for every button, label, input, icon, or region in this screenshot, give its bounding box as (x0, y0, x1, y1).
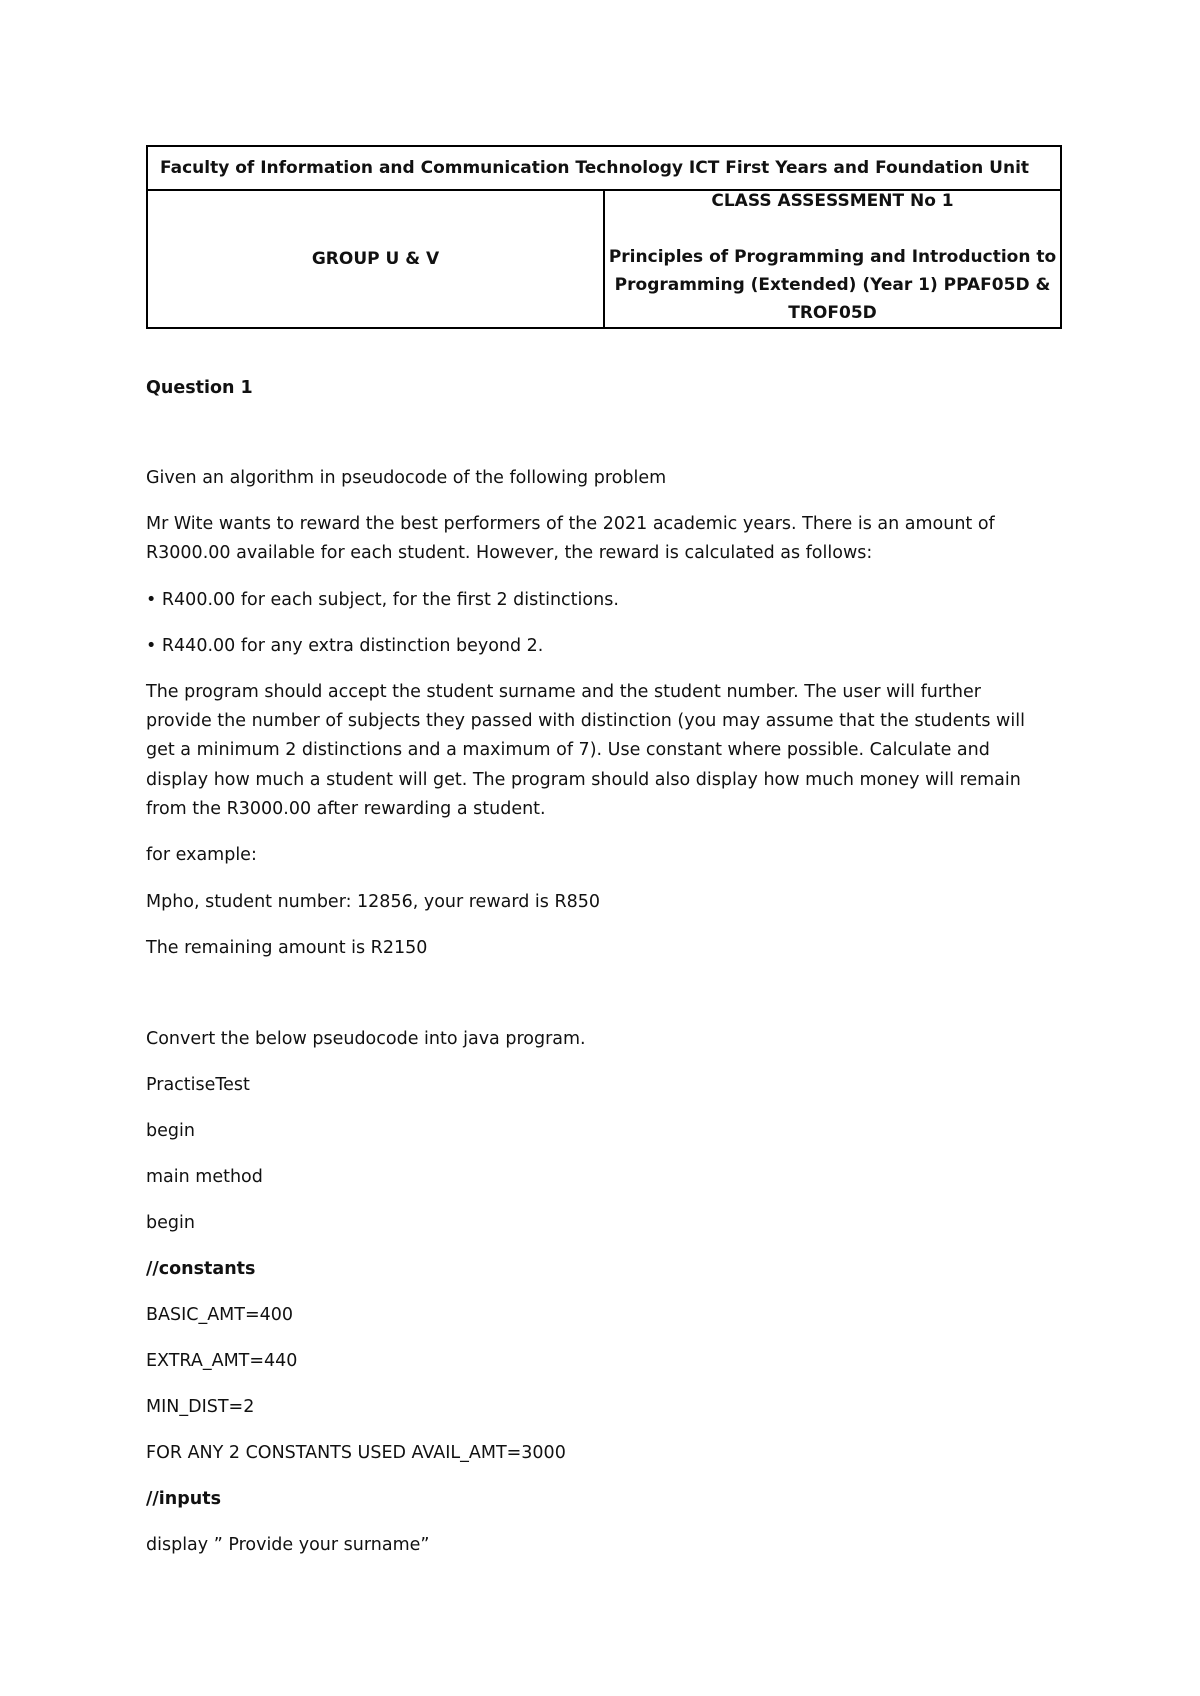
course-info (604, 190, 1061, 328)
problem-line-2: R3000.00 available for each student. However, the reward is calculated as follows: (146, 543, 873, 563)
example-output-1: Mpho, student number: 12856, your reward is R850 (146, 892, 601, 912)
pseudocode-line: FOR ANY 2 CONSTANTS USED AVAIL_AMT=3000 (146, 1443, 566, 1463)
pseudocode-line: MIN_DIST=2 (146, 1397, 255, 1417)
course-line-3: TROF05D (788, 303, 877, 323)
example-label: for example: (146, 845, 257, 865)
pseudocode-instruction: Convert the below pseudocode into java program. (146, 1029, 586, 1049)
bullet-item-2: • R440.00 for any extra distinction beyond 2. (146, 636, 544, 656)
pseudocode-line: display ” Provide your surname” (146, 1535, 430, 1555)
course-line-1: Principles of Programming and Introduction to (608, 247, 1057, 267)
question-intro: Given an algorithm in pseudocode of the following problem (146, 468, 667, 488)
course-line-2: Programming (Extended) (Year 1) PPAF05D & (614, 275, 1051, 295)
pseudocode-line: BASIC_AMT=400 (146, 1305, 294, 1325)
question-heading: Question 1 (146, 378, 253, 398)
requirements-line-3: get a minimum 2 distinctions and a maximum of 7). Use constant where possible. Calculate and (146, 740, 990, 760)
requirements-line-5: from the R3000.00 after rewarding a student. (146, 799, 546, 819)
pseudocode-line: EXTRA_AMT=440 (146, 1351, 298, 1371)
problem-line-1: Mr Wite wants to reward the best performers of the 2021 academic years. There is an amount of (146, 514, 995, 534)
pseudocode-line: main method (146, 1167, 263, 1187)
pseudocode-comment: //constants (146, 1259, 256, 1279)
assessment-title: CLASS ASSESSMENT No 1 (711, 191, 954, 211)
bullet-item-1: • R400.00 for each subject, for the first 2 distinctions. (146, 590, 619, 610)
pseudocode-comment: //inputs (146, 1489, 222, 1509)
faculty-title: Faculty of Information and Communication Technology ICT First Years and Foundation Unit (147, 146, 1061, 190)
header-table (146, 145, 1062, 329)
requirements-line-1: The program should accept the student surname and the student number. The user will further (146, 682, 981, 702)
pseudocode-line: PractiseTest (146, 1075, 250, 1095)
pseudocode-line: begin (146, 1121, 195, 1141)
requirements-line-4: display how much a student will get. The program should also display how much money will remain (146, 770, 1021, 790)
example-output-2: The remaining amount is R2150 (146, 938, 428, 958)
pseudocode-line: begin (146, 1213, 195, 1233)
group-label: GROUP U & V (147, 190, 604, 328)
requirements-line-2: provide the number of subjects they passed with distinction (you may assume that the students will (146, 711, 1025, 731)
